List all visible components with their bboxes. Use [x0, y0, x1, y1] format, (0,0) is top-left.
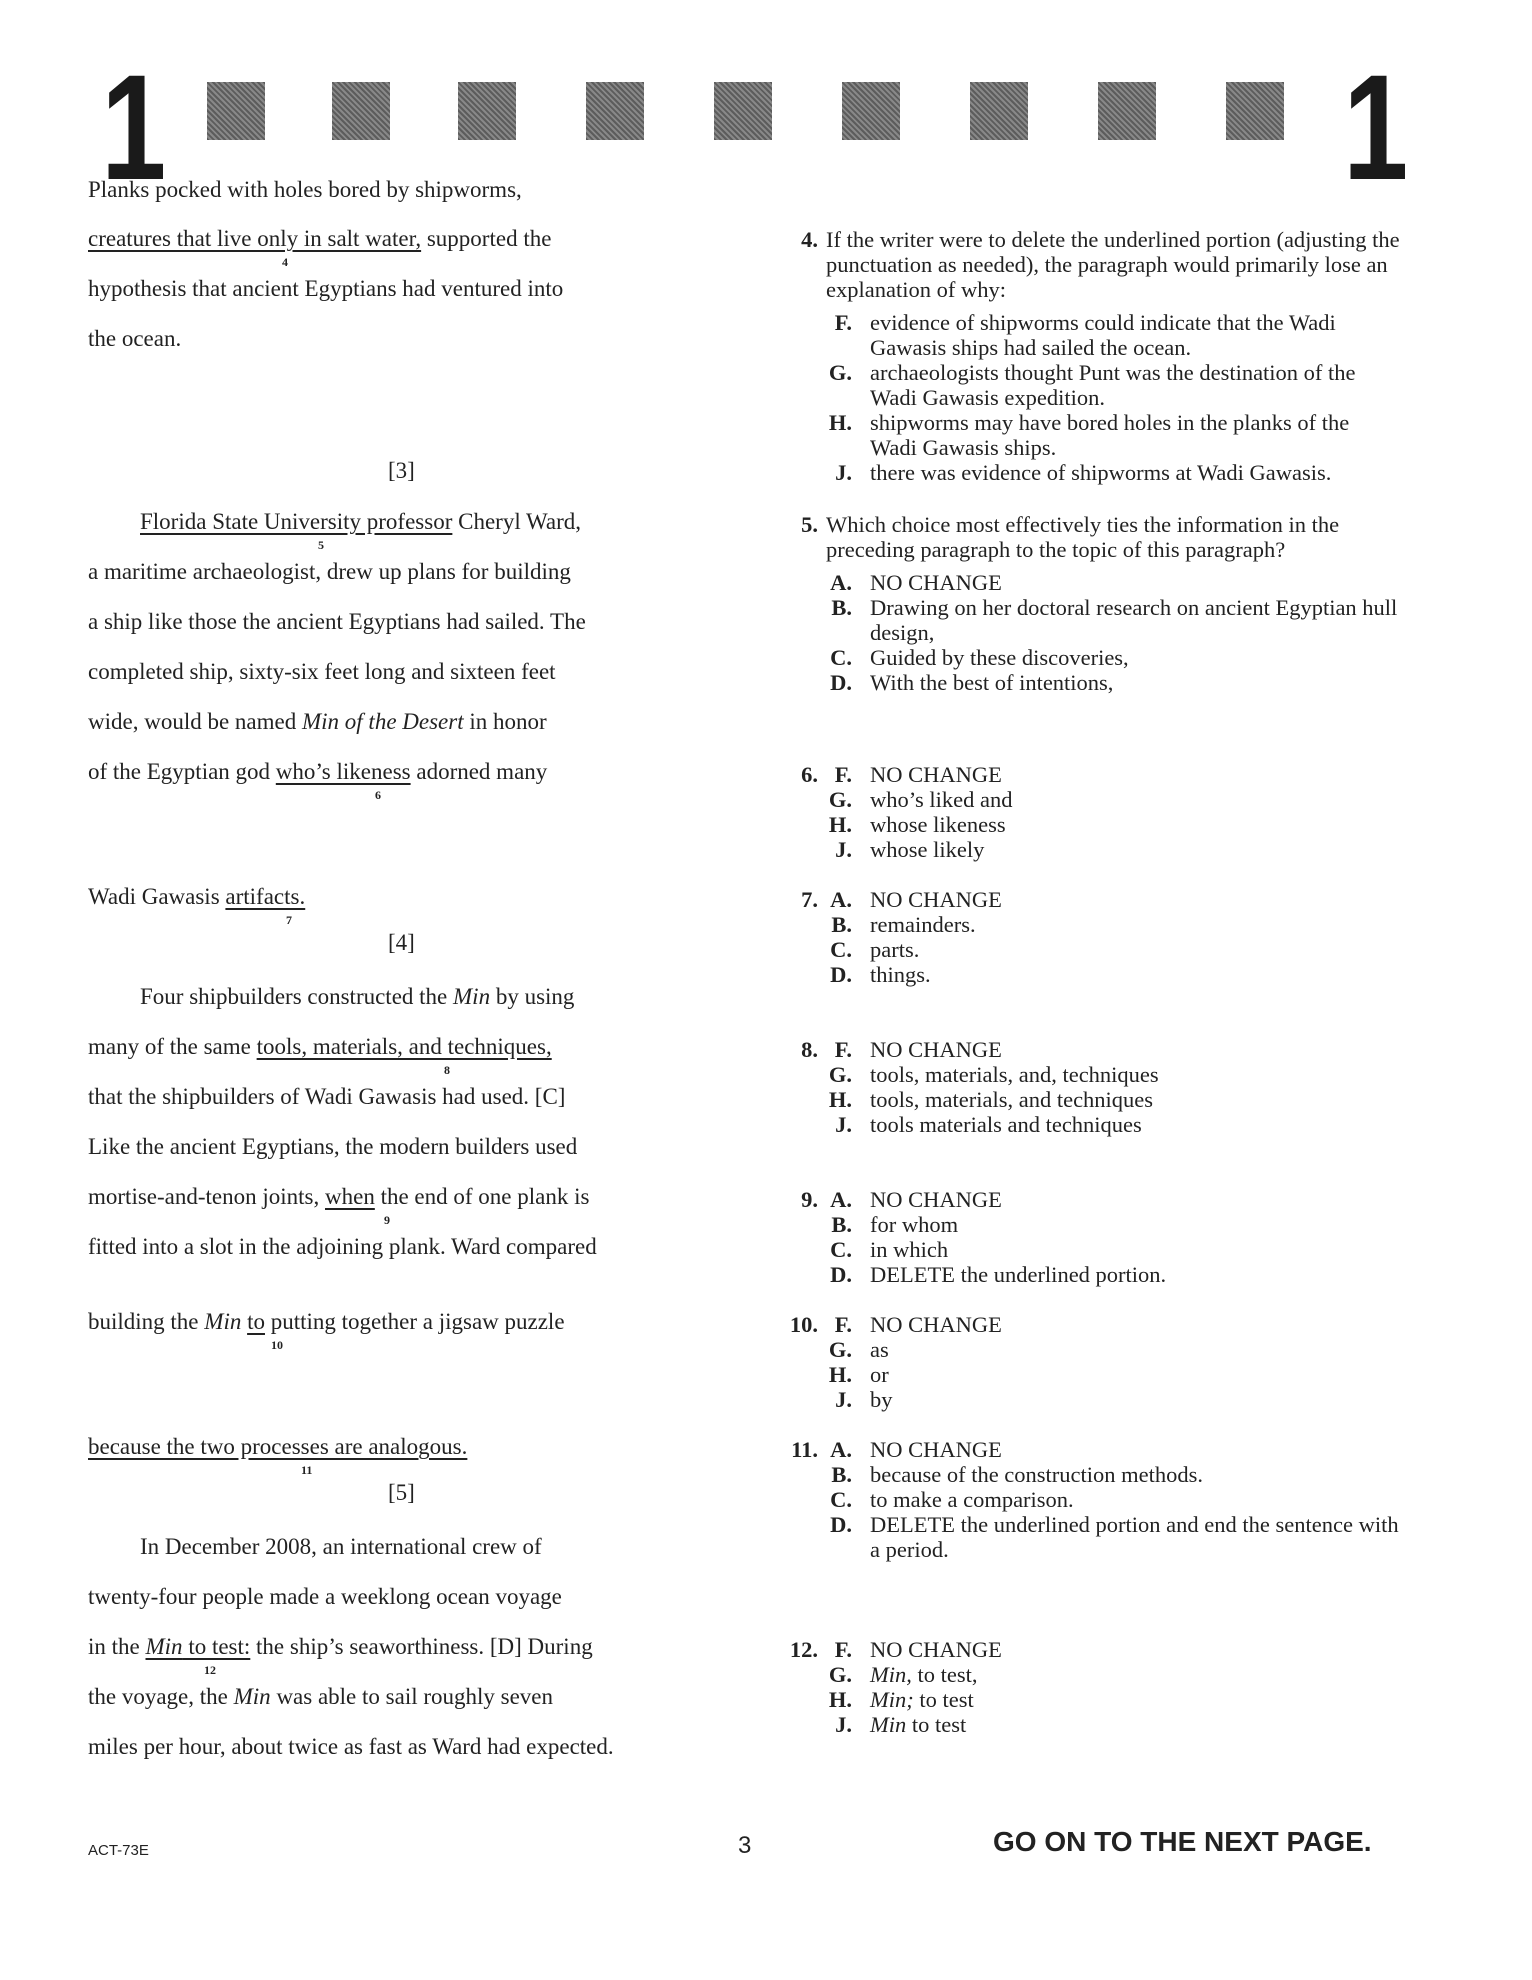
option-letter: G. [828, 787, 852, 812]
underlined-portion-11: because the two processes are analogous. [88, 1434, 468, 1459]
page-number: 3 [738, 1832, 752, 1859]
passage-text: the voyage, the [88, 1684, 234, 1709]
answer-option-j[interactable] [826, 460, 1400, 485]
paragraph-number: [5] [388, 1480, 415, 1505]
passage-line: fitted into a slot in the adjoining plank. Ward compared [88, 1234, 597, 1259]
answer-option-g[interactable] [770, 1337, 1400, 1362]
option-letter: C. [830, 1487, 852, 1512]
option-letter: J. [835, 1112, 852, 1137]
option-text: NO CHANGE [870, 570, 1002, 595]
option-text: in which [870, 1237, 949, 1262]
passage-line [88, 1307, 565, 1337]
answer-option-c[interactable] [770, 1237, 1400, 1262]
passage-line [88, 224, 551, 254]
option-letter: H. [828, 410, 852, 435]
passage-text: Wadi Gawasis [88, 884, 226, 909]
answer-option-j[interactable] [770, 1387, 1400, 1412]
answer-option-h[interactable] [770, 812, 1400, 837]
header-block [1098, 82, 1156, 140]
option-letter: H. [828, 812, 852, 837]
answer-option-d[interactable] [770, 962, 1400, 987]
answer-option-c[interactable] [826, 1487, 1400, 1512]
option-letter: F. [834, 1312, 852, 1337]
answer-option-h[interactable] [770, 1687, 1400, 1712]
option-text: Guided by these discoveries, [870, 645, 1129, 670]
paragraph-number: [4] [388, 930, 415, 955]
ship-name: Min [204, 1309, 242, 1334]
passage-line: that the shipbuilders of Wadi Gawasis had used. [C] [88, 1084, 566, 1109]
underline-number-7: 7 [286, 913, 292, 927]
ship-name: Min [870, 1712, 907, 1737]
passage-text: was able to sail roughly seven [270, 1684, 554, 1709]
question-6 [770, 762, 1400, 862]
passage-text: supported the [421, 226, 552, 251]
option-text: to test, [911, 1662, 978, 1687]
ship-name: Min, [870, 1662, 912, 1687]
answer-option-b[interactable] [826, 595, 1400, 645]
option-letter: D. [830, 670, 852, 695]
passage-text: Cheryl Ward, [452, 509, 582, 534]
option-letter: A. [830, 570, 852, 595]
answer-option-h[interactable] [770, 1087, 1400, 1112]
passage-text: Four shipbuilders constructed the [140, 984, 454, 1009]
option-letter: H. [828, 1362, 852, 1387]
option-letter: A. [830, 1437, 852, 1462]
option-letter: G. [828, 1337, 852, 1362]
option-letter: G. [828, 1062, 852, 1087]
answer-option-d[interactable] [770, 1262, 1400, 1287]
option-letter: J. [835, 837, 852, 862]
passage-line: a ship like those the ancient Egyptians had sailed. The [88, 609, 586, 634]
answer-option-a[interactable] [770, 1187, 1400, 1212]
passage-line: twenty-four people made a weeklong ocean voyage [88, 1584, 562, 1609]
question-12 [770, 1637, 1400, 1737]
option-text: NO CHANGE [870, 1037, 1002, 1062]
option-text: NO CHANGE [870, 1187, 1002, 1212]
answer-option-f[interactable] [770, 1637, 1400, 1662]
underline-number-5: 5 [318, 538, 324, 552]
question-5 [770, 512, 1400, 695]
passage-line [88, 507, 581, 537]
option-letter: C. [830, 937, 852, 962]
section-number-right: 1 [1343, 43, 1409, 211]
header-block [970, 82, 1028, 140]
underline-number-9: 9 [384, 1213, 390, 1227]
underline-number-11: 11 [301, 1463, 313, 1477]
answer-option-j[interactable] [770, 1112, 1400, 1137]
option-text: DELETE the underlined portion. [870, 1262, 1167, 1287]
option-letter: C. [830, 645, 852, 670]
ship-name: Min [145, 1634, 183, 1659]
underline-number-8: 8 [444, 1063, 450, 1077]
question-number: 5. [801, 512, 818, 537]
option-text: there was evidence of shipworms at Wadi Gawasis. [870, 460, 1332, 485]
passage-line: In December 2008, an international crew of [140, 1534, 542, 1559]
question-number: 4. [801, 227, 818, 252]
question-number: 6. [801, 762, 818, 787]
answer-option-d[interactable] [826, 1512, 1400, 1562]
passage-text: to test: [182, 1634, 251, 1659]
ship-name: Min [453, 984, 491, 1009]
underlined-portion-7: artifacts. [225, 884, 306, 909]
answer-option-d[interactable] [826, 670, 1400, 695]
option-text: or [870, 1362, 889, 1387]
option-letter: H. [828, 1687, 852, 1712]
underline-number-10: 10 [271, 1338, 283, 1352]
passage-text: in honor [463, 709, 547, 734]
option-letter: J. [835, 1387, 852, 1412]
answer-option-g[interactable] [770, 787, 1400, 812]
passage-line: the ocean. [88, 326, 182, 351]
option-letter: A. [830, 1187, 852, 1212]
question-9 [770, 1187, 1400, 1287]
option-text: NO CHANGE [870, 1437, 1002, 1462]
underline-number-6: 6 [375, 788, 381, 802]
option-text: tools, materials, and, techniques [870, 1062, 1159, 1087]
answer-option-b[interactable] [770, 1212, 1400, 1237]
underlined-portion-12 [146, 1634, 251, 1659]
option-text: NO CHANGE [870, 887, 1002, 912]
option-letter: B. [831, 1212, 852, 1237]
header-block [1226, 82, 1284, 140]
answer-option-h[interactable] [770, 1362, 1400, 1387]
option-text: DELETE the underlined portion and end the sentence with a period. [870, 1512, 1399, 1562]
passage-text: building the [88, 1309, 205, 1334]
option-text: With the best of intentions, [870, 670, 1114, 695]
answer-option-h[interactable] [826, 410, 1400, 460]
answer-option-f[interactable] [770, 762, 1400, 787]
answer-option-c[interactable] [770, 937, 1400, 962]
underlined-portion-6: who’s likeness [275, 759, 411, 784]
option-text: tools, materials, and techniques [870, 1087, 1154, 1112]
answer-option-b[interactable] [826, 1462, 1400, 1487]
answer-option-a[interactable] [770, 887, 1400, 912]
option-letter: G. [828, 360, 852, 385]
option-letter: B. [831, 912, 852, 937]
option-text: to test [906, 1712, 967, 1737]
question-stem: If the writer were to delete the underlined portion (adjusting the punctuation as needed), the paragraph would primarily lose an explanation of why: [826, 227, 1400, 302]
option-text: tools materials and techniques [870, 1112, 1142, 1137]
option-text: NO CHANGE [870, 1312, 1002, 1337]
passage-line [88, 1032, 552, 1062]
option-text: evidence of shipworms could indicate that the Wadi Gawasis ships had sailed the ocean. [870, 310, 1336, 360]
answer-option-a[interactable] [826, 570, 1400, 595]
question-number: 11. [791, 1437, 818, 1462]
question-10 [770, 1312, 1400, 1412]
option-letter: F. [834, 1637, 852, 1662]
header-block [842, 82, 900, 140]
question-stem: Which choice most effectively ties the information in the preceding paragraph to the topic of this paragraph? [826, 512, 1340, 562]
underlined-portion-10: to [247, 1309, 265, 1334]
passage-line [88, 1682, 553, 1712]
passage-text: wide, would be named [88, 709, 302, 734]
passage-line [88, 982, 574, 1012]
section-number-left: 1 [101, 43, 167, 211]
option-letter: B. [831, 1462, 852, 1487]
option-text: whose likely [870, 837, 985, 862]
passage-text: of the Egyptian god [88, 759, 276, 784]
passage-line: miles per hour, about twice as fast as Ward had expected. [88, 1734, 614, 1759]
option-text: NO CHANGE [870, 1637, 1002, 1662]
passage-text: the ship’s seaworthiness. [D] During [250, 1634, 593, 1659]
question-11 [770, 1437, 1400, 1562]
passage-line: Planks pocked with holes bored by shipworms, [88, 177, 522, 202]
passage-text: in the [88, 1634, 146, 1659]
question-number: 8. [801, 1037, 818, 1062]
ship-name: Min of the Desert [301, 709, 464, 734]
header-block [207, 82, 265, 140]
option-text: to test [913, 1687, 974, 1712]
header-block [714, 82, 772, 140]
option-letter: F. [834, 762, 852, 787]
option-text: NO CHANGE [870, 762, 1002, 787]
passage-text: many of the same [88, 1034, 257, 1059]
answer-option-a[interactable] [826, 1437, 1400, 1462]
question-7 [770, 887, 1400, 987]
passage-text: adorned many [410, 759, 548, 784]
underlined-portion-9: when [325, 1184, 375, 1209]
option-letter: J. [835, 460, 852, 485]
option-text: things. [870, 962, 931, 987]
header-block [332, 82, 390, 140]
question-number: 12. [789, 1637, 818, 1662]
ship-name: Min [233, 1684, 271, 1709]
header-block [458, 82, 516, 140]
answer-option-g[interactable] [770, 1062, 1400, 1087]
answer-option-g[interactable] [770, 1662, 1400, 1687]
passage-line [88, 1632, 593, 1662]
ship-name: Min; [870, 1687, 914, 1712]
underline-number-12: 12 [204, 1663, 216, 1677]
option-letter: F. [834, 310, 852, 335]
answer-option-g[interactable] [826, 360, 1400, 410]
option-text: remainders. [870, 912, 976, 937]
option-letter: D. [830, 962, 852, 987]
passage-text: by using [490, 984, 575, 1009]
option-text: because of the construction methods. [870, 1462, 1204, 1487]
underlined-portion-8: tools, materials, and techniques, [256, 1034, 552, 1059]
option-text: parts. [870, 937, 920, 962]
answer-option-f[interactable] [770, 1037, 1400, 1062]
passage-line: Like the ancient Egyptians, the modern builders used [88, 1134, 578, 1159]
option-letter: D. [830, 1262, 852, 1287]
question-number: 7. [801, 887, 818, 912]
paragraph-number: [3] [388, 458, 415, 483]
option-text: Drawing on her doctoral research on ancient Egyptian hull design, [870, 595, 1398, 645]
passage-line [88, 1432, 467, 1462]
passage-line: a maritime archaeologist, drew up plans for building [88, 559, 571, 584]
option-text: archaeologists thought Punt was the destination of the Wadi Gawasis expedition. [870, 360, 1356, 410]
passage-line [88, 1182, 589, 1212]
underlined-portion-4: creatures that live only in salt water, [88, 226, 422, 251]
header-block [586, 82, 644, 140]
underlined-portion-5: Florida State University professor [140, 509, 453, 534]
answer-option-j[interactable] [770, 1712, 1400, 1737]
answer-option-f[interactable] [826, 310, 1400, 360]
answer-option-b[interactable] [770, 912, 1400, 937]
option-text: whose likeness [870, 812, 1006, 837]
passage-text: mortise-and-tenon joints, [88, 1184, 325, 1209]
test-code: ACT-73E [88, 1842, 149, 1859]
option-letter: B. [831, 595, 852, 620]
passage-line: hypothesis that ancient Egyptians had ventured into [88, 276, 564, 301]
option-letter: A. [830, 887, 852, 912]
option-letter: D. [830, 1512, 852, 1537]
option-letter: F. [834, 1037, 852, 1062]
option-letter: G. [828, 1662, 852, 1687]
passage-line [88, 757, 547, 787]
option-letter: C. [830, 1237, 852, 1262]
option-text: to make a comparison. [870, 1487, 1074, 1512]
option-text: as [870, 1337, 889, 1362]
option-text: by [870, 1387, 893, 1412]
option-text: shipworms may have bored holes in the planks of the Wadi Gawasis ships. [870, 410, 1350, 460]
question-8 [770, 1037, 1400, 1137]
passage-text: the end of one plank is [374, 1184, 590, 1209]
question-4 [770, 227, 1400, 485]
option-text: who’s liked and [870, 787, 1013, 812]
passage-line [88, 707, 547, 737]
passage-text: putting together a jigsaw puzzle [264, 1309, 565, 1334]
question-number: 10. [789, 1312, 818, 1337]
passage-line [88, 882, 305, 912]
option-letter: H. [828, 1087, 852, 1112]
answer-option-c[interactable] [826, 645, 1400, 670]
passage-line: completed ship, sixty-six feet long and sixteen feet [88, 659, 556, 684]
question-number: 9. [801, 1187, 818, 1212]
next-page-instruction: GO ON TO THE NEXT PAGE. [993, 1826, 1372, 1857]
answer-option-f[interactable] [770, 1312, 1400, 1337]
answer-option-j[interactable] [770, 837, 1400, 862]
option-letter: J. [835, 1712, 852, 1737]
underline-number-4: 4 [282, 255, 288, 269]
option-text: for whom [870, 1212, 959, 1237]
